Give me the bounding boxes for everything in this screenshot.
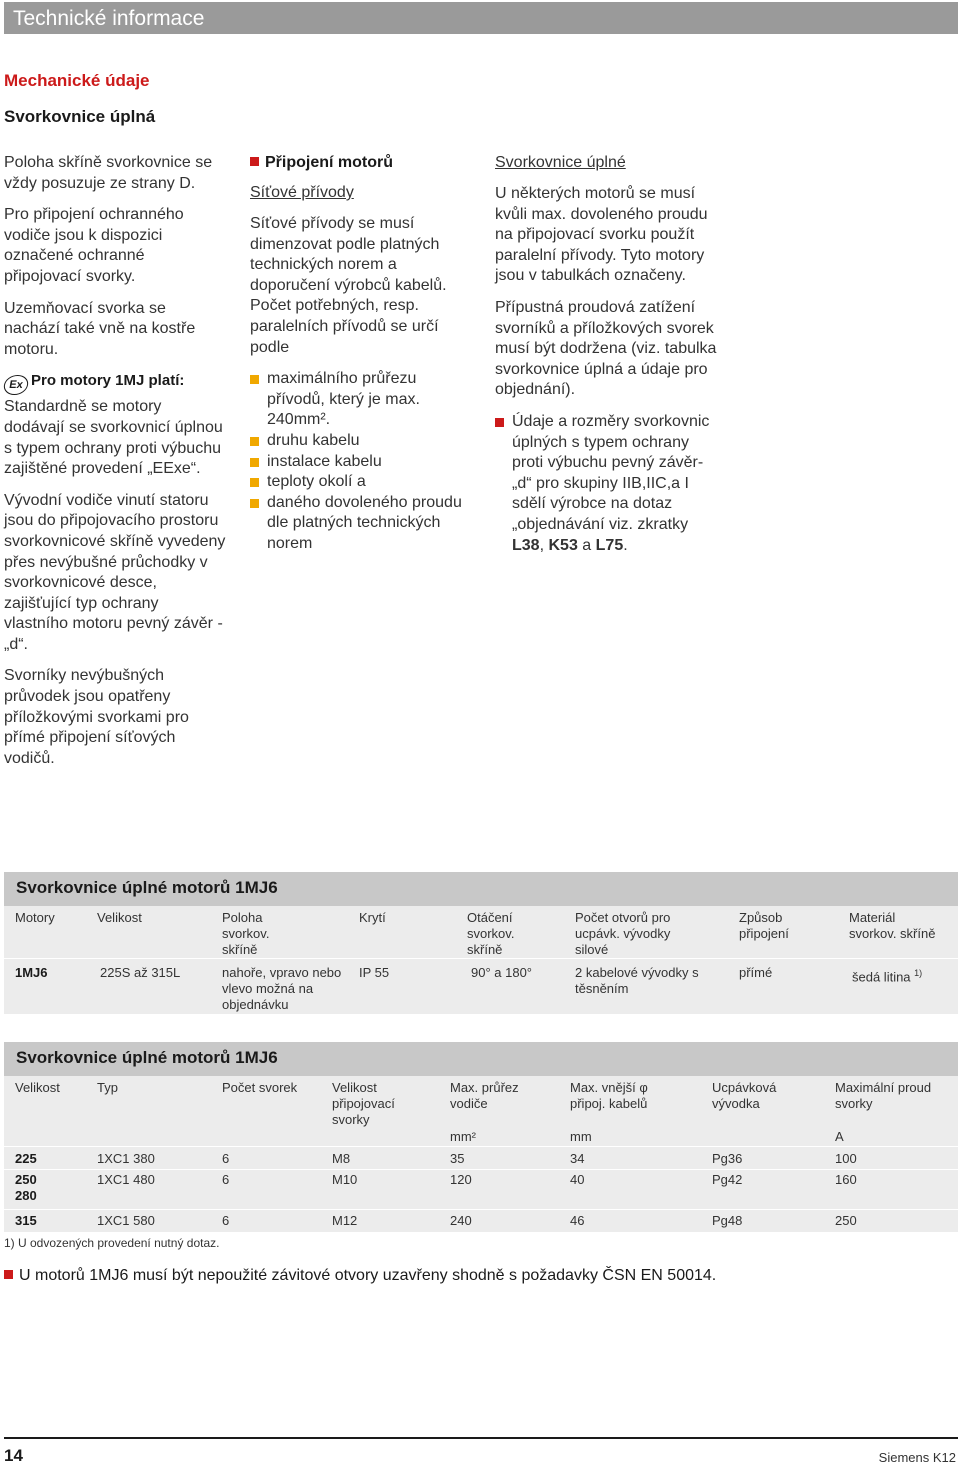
table2-cell: 6 (222, 1213, 230, 1228)
orange-bullet-icon (250, 458, 259, 467)
table1-title: Svorkovnice úplné motorů 1MJ6 (16, 878, 278, 897)
table2-cell: 225 (15, 1151, 37, 1166)
table2-title: Svorkovnice úplné motorů 1MJ6 (16, 1048, 278, 1067)
table2-cell: 35 (450, 1151, 465, 1166)
page-number: 14 (4, 1446, 23, 1465)
table2-unit: mm² (450, 1129, 476, 1144)
col2-heading-line (250, 153, 475, 173)
table1-header: Poloha svorkov. skříně (222, 910, 270, 957)
table2-cell: 100 (835, 1151, 857, 1166)
col2-subheading: Síťové přívody (250, 184, 354, 201)
table2-cell: 315 (15, 1213, 37, 1228)
table2-cell: 40 (570, 1172, 585, 1187)
table1-header: Materiál svorkov. skříně (849, 910, 936, 941)
table2-header: Ucpávková vývodka (712, 1080, 777, 1111)
table2-header: Maximální proud svorky (835, 1080, 932, 1111)
list-item: druhu kabelu (250, 431, 475, 452)
red-square-bullet-icon (250, 157, 259, 166)
table2-cell: 6 (222, 1172, 230, 1187)
table2-cell: 1XC1 580 (97, 1213, 155, 1228)
table1-cell: 2 kabelové vývodky s těsněním (575, 965, 699, 996)
table1-header: Velikost (97, 910, 142, 925)
table2-header: Max. průřez vodiče (450, 1080, 519, 1111)
table2-divider (4, 1209, 958, 1210)
table2-cell: 1XC1 480 (97, 1172, 155, 1187)
orange-bullet-icon (250, 478, 259, 487)
table2-cell: Pg36 (712, 1151, 743, 1166)
notice-line (4, 1267, 716, 1285)
table2-cell: 34 (570, 1151, 585, 1166)
col1-paragraph-2: Pro připojení ochranného vodiče jsou k dispozici označené ochranné připojovací svorky. (4, 206, 184, 285)
list-item: teploty okolí a (250, 472, 475, 493)
column-1 (4, 153, 226, 780)
notice: U motorů 1MJ6 musí být nepoužité závitové otvory uzavřeny shodně s požadavky ČSN EN 50014. (19, 1267, 717, 1284)
col1-paragraph-5: Vývodní vodiče vinutí statoru jsou do připojovacího prostoru svorkovnicové skříně vyvedeny přes nevýbušné průchodky v svorkovnicové desce, zajišťující typ ochrany vlastního motoru pevný závěr - „d“. (4, 491, 226, 653)
table2-header: Velikost připojovací svorky (332, 1080, 395, 1127)
code-l38: L38 (512, 536, 540, 554)
table1-header: Krytí (359, 910, 386, 925)
table2-cell: M8 (332, 1151, 351, 1166)
table2-cell: 6 (222, 1151, 230, 1166)
ex-heading-line (4, 371, 226, 395)
ex-heading: Pro motory 1MJ platí: (31, 372, 185, 390)
list-item: maximálního průřezu přívodů, který je max. 240mm². (250, 369, 475, 431)
col2-heading: Připojení motorů (265, 154, 393, 171)
table2-cell: Pg42 (712, 1172, 743, 1187)
footer-brand: Siemens K12 (878, 1450, 956, 1465)
col3-bullet-paragraph: Údaje a rozměry svorkovnic úplných s typem ochrany proti výbuchu pevný závěr-„d“ pro skupiny IIB,IIC,a I sdělí výrobce na dotaz „objednávání viz. zkratky L38, K53 a L75. (495, 412, 717, 556)
col1-paragraph-1: Poloha skříně svorkovnice se vždy posuzuje ze strany D. (4, 154, 213, 192)
column-3 (495, 153, 717, 556)
table1-header: Motory (15, 910, 55, 925)
table1-title-bar (4, 872, 958, 906)
table2-cell: 250 280 (15, 1172, 37, 1203)
col1-paragraph-3: Uzemňovací svorka se nachází také vně na kostře motoru. (4, 299, 196, 358)
col3-subheading: Svorkovnice úplné (495, 154, 626, 171)
orange-bullet-icon (250, 437, 259, 446)
table2-header: Typ (97, 1080, 118, 1095)
table1-cell: 1MJ6 (15, 965, 48, 980)
table2-cell: 1XC1 380 (97, 1151, 155, 1166)
table2-cell: M10 (332, 1172, 358, 1187)
orange-bullet-icon (250, 499, 259, 508)
table2-header: Počet svorek (222, 1080, 298, 1095)
table2-cell: 240 (450, 1213, 472, 1228)
table2-divider (4, 1146, 958, 1147)
list-item: instalace kabelu (250, 452, 475, 473)
table1-header: Otáčení svorkov. skříně (467, 910, 515, 957)
table2-header: Velikost (15, 1080, 60, 1095)
col1-paragraph-6: Svorníky nevýbušných průvodek jsou opatřeny příložkovými svorkami pro přímé připojení síťových vodičů. (4, 667, 189, 767)
section-title: Mechanické údaje (4, 71, 150, 90)
table1-cell: přímé (739, 965, 773, 980)
table2-divider (4, 1169, 958, 1170)
table2 (4, 1076, 958, 1232)
table2-unit: A (835, 1129, 844, 1144)
footnote: 1) U odvozených provedení nutný dotaz. (4, 1236, 220, 1250)
ex-explosion-icon: Ex (2, 375, 30, 395)
table1-header: Způsob připojení (739, 910, 789, 941)
col3-paragraph-2: Přípustná proudová zatížení svorníků a příložkových svorek musí být dodržena (viz. tabulka svorkovnice úplná a údaje pro objednání). (495, 298, 717, 399)
table1-cell: šedá litina $^{1)}$ (852, 968, 923, 985)
col3-paragraph-1: U některých motorů se musí kvůli max. dovoleného proudu na připojovací svorku použít paralelní přívody. Tyto motory jsou v tabulkách označeny. (495, 185, 708, 285)
list-item: daného dovoleného proudu dle platných technických norem (250, 493, 475, 555)
col1-paragraph-4: Standardně se motory dodávají se svorkovnicí úplnou s typem ochrany proti výbuchu zajištěné provedení „EExe“. (4, 398, 223, 478)
table1-cell: IP 55 (359, 965, 390, 980)
table1-cell: 90° a 180° (471, 965, 533, 980)
page-header (4, 2, 958, 34)
table2-unit: mm (570, 1129, 592, 1144)
orange-bullet-icon (250, 375, 259, 384)
code-k53: K53 (548, 536, 578, 554)
code-l75: L75 (595, 536, 624, 554)
table2-header: Max. vnější φ připoj. kabelů (570, 1080, 648, 1111)
footer-rule (4, 1437, 958, 1439)
table2-cell: 160 (835, 1172, 857, 1187)
table2-cell: 120 (450, 1172, 472, 1187)
table1-header: Počet otvorů pro ucpávk. vývodky silové (575, 910, 671, 957)
table2-title-bar (4, 1042, 958, 1076)
column-2 (250, 153, 475, 555)
table1-divider (4, 958, 958, 959)
table1 (4, 906, 958, 1014)
table1-cell: 225S až 315L (100, 965, 181, 980)
col2-paragraph-1: Síťové přívody se musí dimenzovat podle platných technických norem a doporučení výrobců kabelů. Počet potřebných, resp. paralelních přívodů se určí podle (250, 215, 447, 356)
table2-cell: 46 (570, 1213, 585, 1228)
table2-cell: M12 (332, 1213, 358, 1228)
header-title: Technické informace (13, 7, 205, 30)
table2-cell: Pg48 (712, 1213, 743, 1228)
red-square-bullet-icon (4, 1270, 13, 1279)
table2-cell: 250 (835, 1213, 857, 1228)
table1-cell: nahoře, vpravo nebo vlevo možná na objednávku (222, 965, 342, 1012)
subsection-title: Svorkovnice úplná (4, 107, 156, 126)
red-square-bullet-icon (495, 418, 504, 427)
